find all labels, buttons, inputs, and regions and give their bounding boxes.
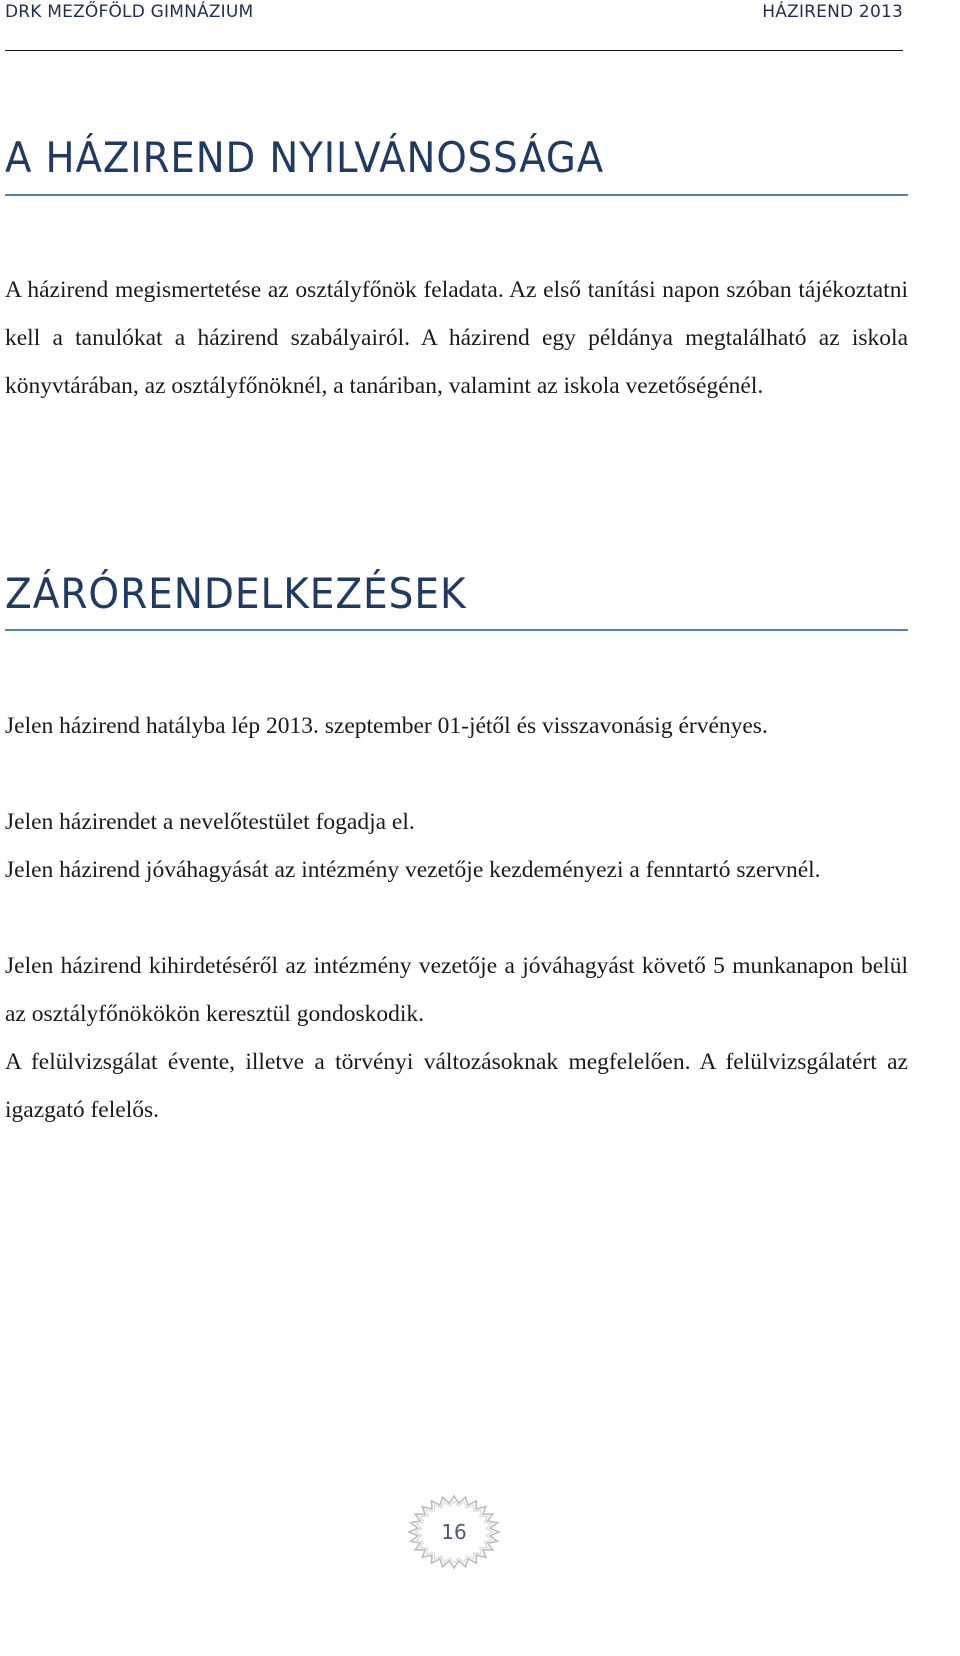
- page-header: [5, 0, 903, 51]
- section-title-final-provisions: ZÁRÓRENDELKEZÉSEK: [5, 565, 908, 631]
- header-document-title: HÁZIREND 2013: [762, 2, 903, 22]
- paragraph-adoption: Jelen házirendet a nevelőtestület fogadja el.: [5, 809, 415, 835]
- paragraph-approval: Jelen házirend jóváhagyását az intézmény vezetője kezdeményezi a fenntartó szervnél.: [5, 857, 821, 883]
- page-number: 16: [441, 1520, 467, 1544]
- paragraph-announcement: Jelen házirend kihirdetéséről az intézmény vezetője a jóváhagyást követő 5 munkanapon belül az osztályfőnökökön keresztül gondoskodik.: [5, 953, 908, 1027]
- paragraph-effective-date: Jelen házirend hatályba lép 2013. szeptember 01-jétől és visszavonásig érvényes.: [5, 713, 768, 739]
- paragraph-review: A felülvizsgálat évente, illetve a törvényi változásoknak megfelelően. A felülvizsgálatért az igazgató felelős.: [5, 1049, 908, 1123]
- paragraph-publicity: A házirend megismertetése az osztályfőnök feladata. Az első tanítási napon szóban tájékoztatni kell a tanulókat a házirend szabályairól. A házirend egy példánya megtalálható az iskola könyvtárában, az osztályfőnöknél, a tanáriban, valamint az iskola vezetőségénél.: [5, 277, 908, 399]
- section-title-publicity: A HÁZIREND NYILVÁNOSSÁGA: [5, 128, 908, 196]
- header-school-name: DRK MEZŐFÖLD GIMNÁZIUM: [5, 2, 254, 22]
- page-number-badge: [404, 1494, 504, 1570]
